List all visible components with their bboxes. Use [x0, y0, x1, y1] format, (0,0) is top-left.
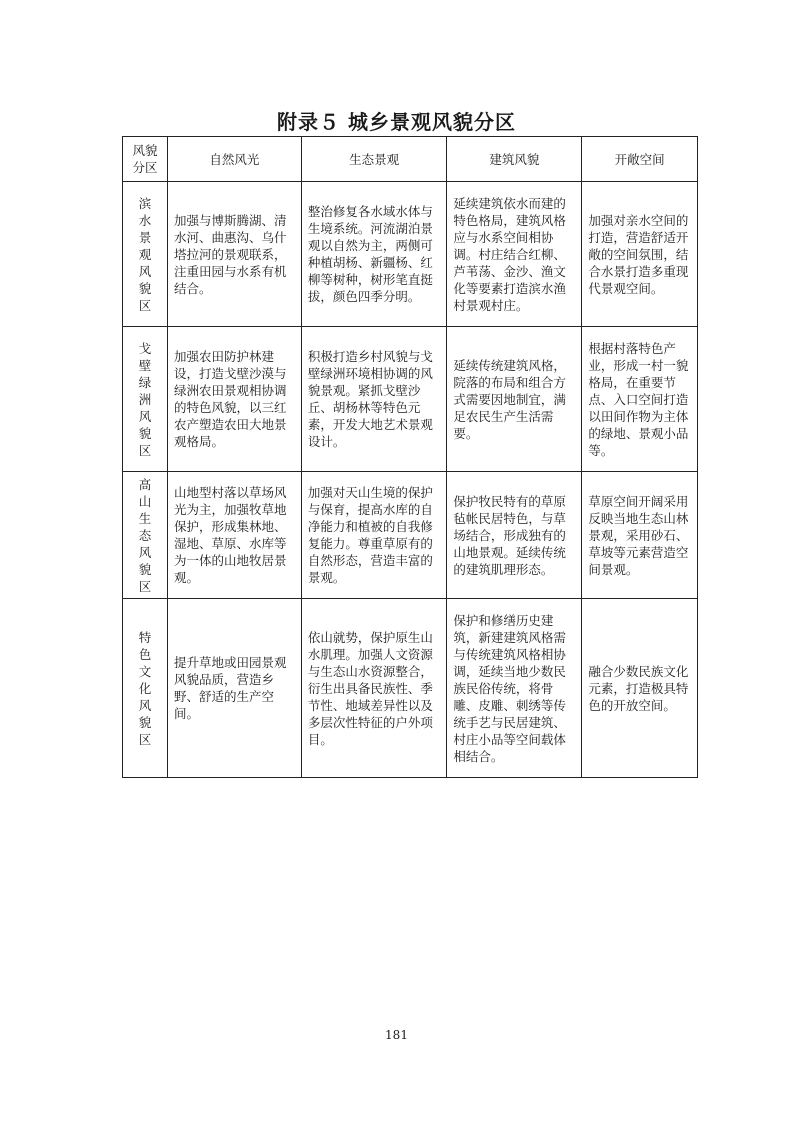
- natural-cell: 山地型村落以草场风光为主，加强牧草地保护，形成集林地、湿地、草原、水库等为一体的山地牧居景观。: [167, 472, 301, 599]
- page-number: 181: [385, 1028, 408, 1042]
- ecology-cell: 加强对天山生境的保护与保育，提高水库的自净能力和植被的自我修复能力。尊重草原有的自然形态，营造丰富的景观。: [301, 472, 447, 599]
- architecture-cell: 保护和修缮历史建筑，新建建筑风格需与传统建筑风格相协调，延续当地少数民族民俗传统，将骨雕、皮雕、刺绣等传统手艺与民居建筑、村庄小品等空间载体相结合。: [447, 599, 582, 778]
- header-architecture: 建筑风貌: [447, 137, 582, 182]
- open-space-cell: 草原空间开阔采用反映当地生态山林景观，采用砂石、草坡等元素营造空间景观。: [582, 472, 698, 599]
- natural-cell: 加强与博斯腾湖、清水河、曲惠沟、乌什塔拉河的景观联系，注重田园与水系有机结合。: [167, 182, 301, 327]
- ecology-cell: 积极打造乡村风貌与戈壁绿洲环境相协调的风貌景观。紧抓戈壁沙丘、胡杨林等特色元素，开发大地艺术景观设计。: [301, 327, 447, 472]
- open-space-cell: 加强对亲水空间的打造，营造舒适开敞的空间氛围，结合水景打造多重现代景观空间。: [582, 182, 698, 327]
- table-row: [123, 182, 698, 327]
- table-row: [123, 472, 698, 599]
- header-open-space: 开敞空间: [582, 137, 698, 182]
- natural-cell: 提升草地或田园景观风貌品质，营造乡野、舒适的生产空间。: [167, 599, 301, 778]
- zone-cell: 特色文化风貌区: [123, 599, 168, 778]
- table-row: [123, 327, 698, 472]
- landscape-zoning-table: [122, 136, 698, 778]
- zone-cell: 高山生态风貌区: [123, 472, 168, 599]
- architecture-cell: 延续传统建筑风格，院落的布局和组合方式需要因地制宜，满足农民生产生活需要。: [447, 327, 582, 472]
- architecture-cell: 保护牧民特有的草原毡帐民居特色，与草场结合，形成独有的山地景观。延续传统的建筑肌理形态。: [447, 472, 582, 599]
- page-title: 附录５ 城乡景观风貌分区: [277, 110, 516, 134]
- header-ecology: 生态景观: [301, 137, 447, 182]
- zone-cell: 戈壁绿洲风貌区: [123, 327, 168, 472]
- ecology-cell: 依山就势，保护原生山水肌理。加强人文资源与生态山水资源整合，衍生出具备民族性、季节性、地域差异性以及多层次性特征的户外项目。: [301, 599, 447, 778]
- open-space-cell: 根据村落特色产业，形成一村一貌格局，在重要节点、入口空间打造以田间作物为主体的绿地、景观小品等。: [582, 327, 698, 472]
- header-natural: 自然风光: [167, 137, 301, 182]
- ecology-cell: 整治修复各水域水体与生境系统。河流湖泊景观以自然为主，两侧可种植胡杨、新疆杨、红柳等树种，树形笔直挺拔，颜色四季分明。: [301, 182, 447, 327]
- open-space-cell: 融合少数民族文化元素，打造极具特色的开放空间。: [582, 599, 698, 778]
- table-row: [123, 599, 698, 778]
- table-header-row: [123, 137, 698, 182]
- header-zone: 风貌分区: [123, 137, 168, 182]
- zone-cell: 滨水景观风貌区: [123, 182, 168, 327]
- natural-cell: 加强农田防护林建设，打造戈壁沙漠与绿洲农田景观相协调的特色风貌，以三红农产塑造农田大地景观格局。: [167, 327, 301, 472]
- architecture-cell: 延续建筑依水而建的特色格局，建筑风格应与水系空间相协调。村庄结合红柳、芦苇荡、金沙、渔文化等要素打造滨水渔村景观村庄。: [447, 182, 582, 327]
